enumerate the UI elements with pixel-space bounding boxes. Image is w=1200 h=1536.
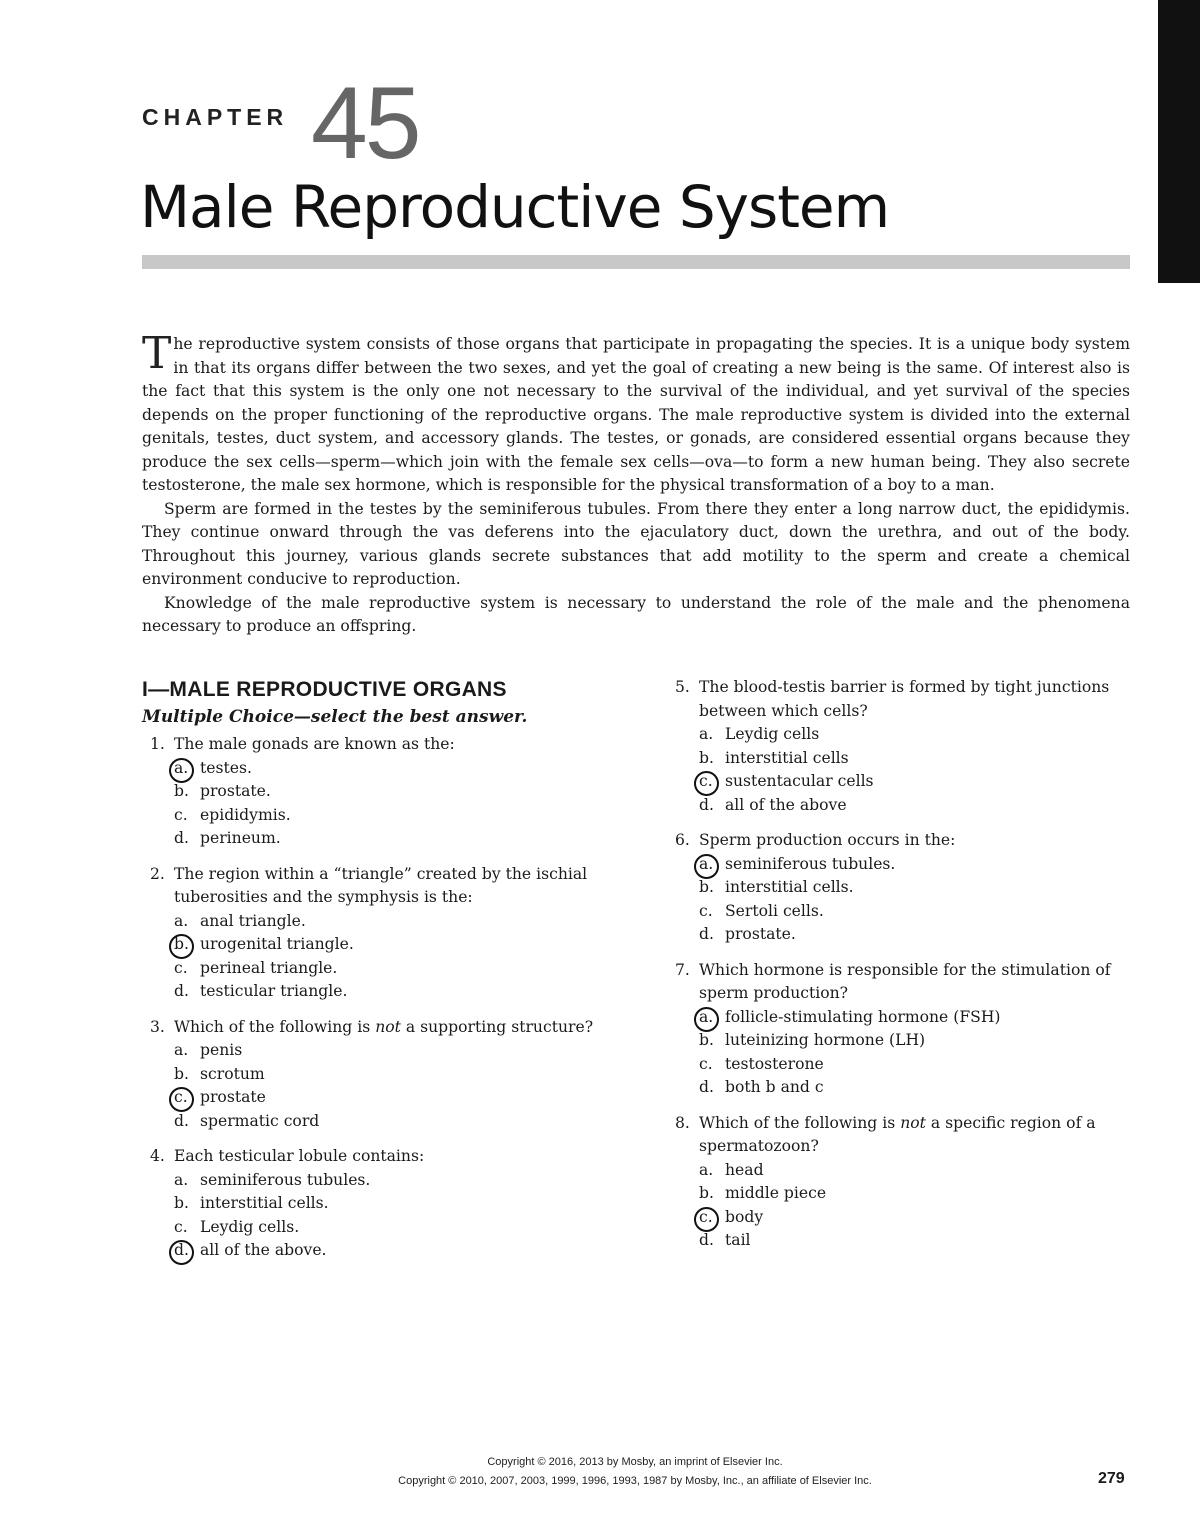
option-text: testes.: [200, 758, 252, 777]
answer-option: [142, 1110, 604, 1134]
answer-option: [667, 747, 1129, 771]
question-text-part: The region within a “triangle” created by the ischial tuberosities and the symphysis is the:: [174, 864, 588, 906]
option-text: sustentacular cells: [725, 772, 874, 790]
question-list-left: [142, 733, 604, 1263]
question-text: [174, 1016, 604, 1040]
answer-option: [142, 1086, 604, 1110]
question-text: [174, 733, 604, 757]
option-text: spermatic cord: [200, 1111, 320, 1130]
question-number: 5.: [675, 678, 690, 696]
option-text: prostate.: [725, 925, 796, 943]
answer-option: [142, 780, 604, 804]
option-text: tail: [725, 1231, 751, 1249]
question-text-part: a supporting structure?: [400, 1017, 594, 1036]
answer-option: [667, 1029, 1129, 1053]
option-text: both b and c: [725, 1078, 824, 1096]
selected-answer-letter: a.: [699, 1006, 725, 1030]
question-stem: [667, 676, 1129, 723]
option-text: middle piece: [725, 1184, 827, 1202]
dropcap: T: [142, 328, 172, 379]
option-text: Leydig cells: [725, 725, 820, 743]
question-number: 8.: [675, 1113, 690, 1132]
answer-option: [142, 1216, 604, 1240]
question-text-part: Which of the following is: [174, 1017, 376, 1036]
option-text: seminiferous tubules.: [200, 1170, 371, 1189]
question-text-part: The blood-testis barrier is formed by tight junctions between which cells?: [699, 678, 1110, 720]
option-letter: d.: [174, 829, 189, 847]
answer-option: [667, 723, 1129, 747]
question-item: [142, 733, 604, 851]
option-letter: a.: [174, 1041, 189, 1059]
chapter-number: 45: [311, 66, 419, 180]
answer-option: [142, 1169, 604, 1193]
option-letter: c.: [699, 901, 713, 920]
question-text-part: Sperm production occurs in the:: [699, 831, 956, 849]
chapter-label: CHAPTER: [142, 104, 289, 130]
question-number: 2.: [150, 864, 165, 883]
question-text: [699, 959, 1129, 1006]
copyright-line-2: Copyright © 2010, 2007, 2003, 1999, 1996, 1993, 1987 by Mosby, Inc., an affiliate of Elsevier Inc.: [398, 1475, 872, 1487]
selected-answer-letter: a.: [699, 853, 725, 877]
question-text: [699, 1112, 1129, 1159]
option-letter: c.: [174, 1217, 188, 1236]
answer-option: [142, 1039, 604, 1063]
option-text: epididymis.: [200, 805, 291, 824]
section-heading: I—MALE REPRODUCTIVE ORGANS: [142, 678, 507, 701]
question-number: 7.: [675, 960, 690, 979]
intro-paragraph-1: The reproductive system consists of those organs that participate in propagating the species. It is a unique body system in that its organs differ between the two sexes, and yet the goal of creating a new being is the same. Of interest also is the fact that this system is the only one not necessary to the survival of the individual, and yet survival of the species depends on the proper functioning of the reproductive organs. The male reproductive system is divided into the external genitals, testes, duct system, and accessory glands. The testes, or gonads, are considered essential organs because they produce the sex cells—sperm—which join with the female sex cells—ova—to form a new human being. They also secrete testosterone, the male sex hormone, which is responsible for the physical transformation of a boy to a man.: [142, 328, 1130, 494]
option-text: body: [725, 1207, 764, 1226]
question-text-part: Which hormone is responsible for the stimulation of sperm production?: [699, 960, 1111, 1002]
answer-option: [667, 1006, 1129, 1030]
intro-paragraph-3: Knowledge of the male reproductive system is necessary to understand the role of the male and the phenomena necessary to produce an offspring.: [142, 593, 1130, 635]
question-item: [142, 1016, 604, 1134]
answer-option: [667, 923, 1129, 947]
option-letter: b.: [699, 748, 714, 767]
answer-option: [142, 827, 604, 851]
option-letter: b.: [699, 1031, 714, 1049]
answer-option: [667, 876, 1129, 900]
selected-answer-letter: d.: [174, 1239, 200, 1263]
option-letter: a.: [699, 1160, 714, 1179]
option-text: interstitial cells: [725, 748, 849, 767]
option-text: interstitial cells.: [725, 878, 854, 896]
question-stem: [142, 1016, 604, 1040]
answer-option: [667, 900, 1129, 924]
question-text: [174, 1145, 604, 1169]
question-item: [142, 863, 604, 1004]
section-instruction: Multiple Choice—select the best answer.: [142, 706, 528, 727]
option-text: urogenital triangle.: [200, 935, 354, 953]
question-text: [699, 829, 1129, 853]
question-emphasis: not: [900, 1113, 926, 1132]
question-item: [667, 676, 1129, 817]
question-stem: [142, 733, 604, 757]
chapter-title: Male Reproductive System: [140, 173, 890, 241]
question-number: 6.: [675, 831, 690, 849]
answer-option: [142, 957, 604, 981]
option-letter: b.: [174, 1064, 189, 1083]
option-text: head: [725, 1160, 764, 1179]
question-stem: [667, 829, 1129, 853]
option-letter: d.: [174, 1111, 189, 1130]
answer-option: [142, 757, 604, 781]
question-number: 4.: [150, 1147, 165, 1165]
option-text: perineal triangle.: [200, 958, 338, 977]
option-text: prostate: [200, 1088, 266, 1106]
answer-option: [667, 1159, 1129, 1183]
question-stem: [142, 1145, 604, 1169]
question-text-part: The male gonads are known as the:: [174, 735, 455, 753]
option-text: luteinizing hormone (LH): [725, 1031, 926, 1049]
option-letter: a.: [699, 725, 714, 743]
option-letter: d.: [699, 925, 714, 943]
question-text: [174, 863, 604, 910]
question-item: [667, 959, 1129, 1100]
intro-paragraph-2: Sperm are formed in the testes by the seminiferous tubules. From there they enter a long narrow duct, the epididymis. They continue onward through the vas deferens into the ejaculatory duct, down the urethra, and out of the body. Throughout this journey, various glands secrete substances that add motility to the sperm and create a chemical environment conducive to reproduction.: [142, 499, 1130, 588]
option-letter: c.: [174, 958, 188, 977]
option-text: all of the above.: [200, 1241, 327, 1259]
question-number: 1.: [150, 735, 165, 753]
option-letter: d.: [174, 982, 189, 1000]
right-column: [667, 676, 1129, 1265]
answer-option: [142, 980, 604, 1004]
question-list-right: [667, 676, 1129, 1253]
answer-option: [667, 1229, 1129, 1253]
option-text: scrotum: [200, 1064, 265, 1083]
question-text-part: Each testicular lobule contains:: [174, 1147, 425, 1165]
option-letter: a.: [174, 1170, 189, 1189]
copyright-line-1: Copyright © 2016, 2013 by Mosby, an imprint of Elsevier Inc.: [487, 1456, 783, 1468]
question-stem: [667, 959, 1129, 1006]
answer-option: [142, 804, 604, 828]
selected-answer-letter: b.: [174, 933, 200, 957]
option-letter: a.: [174, 911, 189, 930]
option-text: follicle-stimulating hormone (FSH): [725, 1007, 1001, 1026]
option-text: prostate.: [200, 782, 271, 800]
answer-option: [142, 1239, 604, 1263]
option-text: testicular triangle.: [200, 982, 348, 1000]
option-text: Leydig cells.: [200, 1217, 300, 1236]
question-number: 3.: [150, 1017, 165, 1036]
option-letter: d.: [699, 1231, 714, 1249]
option-text: testosterone: [725, 1054, 824, 1073]
question-item: [667, 1112, 1129, 1253]
selected-answer-letter: c.: [699, 770, 725, 794]
question-emphasis: not: [375, 1017, 401, 1036]
selected-answer-letter: c.: [699, 1206, 725, 1230]
option-text: all of the above: [725, 795, 847, 814]
title-rule: [142, 255, 1130, 269]
option-letter: d.: [699, 795, 714, 814]
thumb-tab: [1158, 0, 1200, 283]
intro-text: [142, 328, 1130, 639]
option-text: seminiferous tubules.: [725, 854, 896, 873]
answer-option: [142, 1192, 604, 1216]
question-text-part: Which of the following is: [699, 1113, 901, 1132]
answer-option: [142, 1063, 604, 1087]
option-text: penis: [200, 1041, 243, 1059]
question-item: [142, 1145, 604, 1263]
question-stem: [667, 1112, 1129, 1159]
answer-option: [667, 853, 1129, 877]
answer-option: [667, 1076, 1129, 1100]
question-stem: [142, 863, 604, 910]
option-letter: c.: [699, 1054, 713, 1073]
option-text: anal triangle.: [200, 911, 306, 930]
question-item: [667, 829, 1129, 947]
option-letter: b.: [699, 878, 714, 896]
answer-option: [667, 770, 1129, 794]
answer-option: [667, 1053, 1129, 1077]
option-letter: c.: [174, 805, 188, 824]
option-text: perineum.: [200, 829, 281, 847]
option-letter: b.: [174, 782, 189, 800]
answer-option: [142, 910, 604, 934]
answer-option: [667, 794, 1129, 818]
answer-option: [142, 933, 604, 957]
selected-answer-letter: a.: [174, 757, 200, 781]
left-column: [142, 676, 604, 1275]
option-letter: b.: [699, 1184, 714, 1202]
selected-answer-letter: c.: [174, 1086, 200, 1110]
option-text: Sertoli cells.: [725, 901, 824, 920]
option-letter: b.: [174, 1194, 189, 1212]
answer-option: [667, 1182, 1129, 1206]
option-text: interstitial cells.: [200, 1194, 329, 1212]
question-text: [699, 676, 1129, 723]
question-text-part: a specific region of a spermatozoon?: [699, 1113, 1096, 1155]
page-number: 279: [1098, 1470, 1125, 1487]
answer-option: [667, 1206, 1129, 1230]
option-letter: d.: [699, 1078, 714, 1096]
